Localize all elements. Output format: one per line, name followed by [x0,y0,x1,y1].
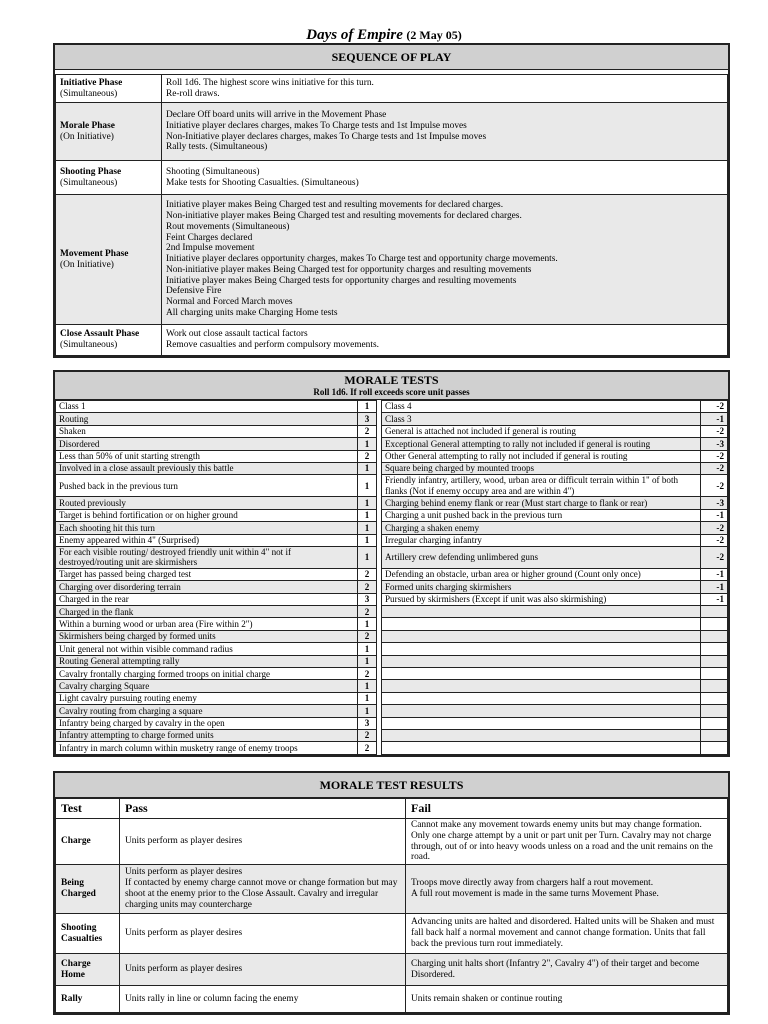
modifier-value [701,692,728,704]
result-fail: Charging unit halts short (Infantry 2", Cavalry 4") of their target and become Disordered. [406,954,728,986]
morale-test-row [56,742,728,754]
modifier-label [382,680,701,692]
phase-step: Normal and Forced March moves [166,297,293,308]
result-fail: Cannot make any movement towards enemy units but may change formation. Only one charge attempt by a unit or part unit per Turn. Cavalry may not charge through, out of or into heavy woods unless on a road and the unit remains on the road. [406,819,728,865]
morale-test-row [56,618,728,630]
morale-tests-header [55,372,728,400]
result-fail: Advancing units are halted and disordered. Halted units will be Shaken and must fall back half a normal movement and cannot change formation. Units that fall back the previous turn rout immediately. [406,914,728,954]
modifier-value [701,705,728,717]
phase-mode: (On Initiative) [60,259,114,270]
morale-results-panel [53,771,730,1015]
morale-tests-panel [53,370,730,757]
result-pass: Units perform as player desires [120,954,406,986]
modifier-value: -2 [701,401,728,413]
modifier-label: Disordered [56,438,358,450]
modifier-label: Class 4 [382,401,701,413]
phase-step: Declare Off board units will arrive in the Movement Phase [166,109,387,120]
modifier-value: 2 [358,729,377,741]
modifier-value [701,643,728,655]
phase-mode: (Simultaneous) [60,340,118,350]
modifier-value [701,717,728,729]
modifier-label: Involved in a close assault previously this battle [56,462,358,474]
phase-step: Initiative player makes Being Charged test and resulting movements for declared charges. [166,200,504,211]
modifier-value: -3 [701,497,728,509]
phase-step: Feint Charges declared [166,232,253,243]
phase-name: Movement Phase [60,248,129,259]
modifier-label: Within a burning wood or urban area (Fire within 2") [56,618,358,630]
modifier-label: Defending an obstacle, urban area or higher ground (Count only once) [382,568,701,580]
doc-title: Days of Empire [306,27,403,43]
result-row [56,865,728,914]
morale-test-row [56,462,728,474]
phase-step: Rout movements (Simultaneous) [166,221,290,232]
phase-step: Work out close assault tactical factors [166,329,308,340]
phase-mode: (Simultaneous) [60,177,118,188]
modifier-value [701,680,728,692]
sequence-of-play-panel [53,43,730,358]
result-test: Rally [56,986,120,1013]
modifier-value: -1 [701,509,728,521]
modifier-label: Routing General attempting rally [56,655,358,667]
phase-row [56,75,728,103]
morale-test-row [56,717,728,729]
phase-name-cell [56,325,162,356]
modifier-label: Class 3 [382,413,701,425]
modifier-label: Skirmishers being charged by formed units [56,630,358,642]
modifier-label [382,668,701,680]
morale-test-row [56,593,728,605]
morale-test-row [56,643,728,655]
sequence-table [55,74,728,356]
modifier-value: 3 [358,413,377,425]
modifier-value: 2 [358,568,377,580]
result-test: Charge [56,819,120,865]
modifier-label: Light cavalry pursuing routing enemy [56,692,358,704]
modifier-label: Infantry attempting to charge formed units [56,729,358,741]
morale-tests-heading: MORALE TESTS [344,373,439,387]
modifier-value: -2 [701,450,728,462]
morale-test-row [56,568,728,580]
phase-name-cell [56,103,162,161]
modifier-label: Irregular charging infantry [382,534,701,546]
modifier-label: Charged in the rear [56,593,358,605]
modifier-value: 3 [358,717,377,729]
phase-name-cell [56,75,162,103]
phase-steps-cell [162,161,728,195]
phase-name-cell [56,195,162,325]
modifier-label: Class 1 [56,401,358,413]
modifier-label: Friendly infantry, artillery, wood, urban area or difficult terrain within 1" of both flanks (Not if enemy occupy area and are within 4") [382,475,701,497]
col-fail: Fail [406,799,728,819]
modifier-value: 1 [358,475,377,497]
modifier-label [382,729,701,741]
phase-row [56,195,728,325]
phase-step: All charging units make Charging Home tests [166,308,338,319]
modifier-value: 1 [358,401,377,413]
result-row [56,819,728,865]
morale-tests-table [55,400,728,755]
modifier-label: Charging behind enemy flank or rear (Must start charge to flank or rear) [382,497,701,509]
morale-test-row [56,475,728,497]
modifier-value: 1 [358,705,377,717]
modifier-value: 1 [358,680,377,692]
phase-row [56,103,728,161]
morale-test-row [56,413,728,425]
modifier-value: 1 [358,618,377,630]
result-row [56,914,728,954]
modifier-label: General is attached not included if general is routing [382,425,701,437]
modifier-value: 1 [358,462,377,474]
modifier-label: Pushed back in the previous turn [56,475,358,497]
modifier-value: -3 [701,438,728,450]
phase-steps-cell [162,75,728,103]
morale-test-row [56,705,728,717]
phase-step: Shooting (Simultaneous) [166,166,260,177]
phase-step: Rally tests. (Simultaneous) [166,142,268,153]
modifier-label: Charging over disordering terrain [56,581,358,593]
phase-step: Re-roll draws. [166,88,220,99]
modifier-value: -2 [701,425,728,437]
phase-name: Morale Phase [60,120,115,131]
modifier-value: -1 [701,593,728,605]
col-test: Test [56,799,120,819]
modifier-label: Routing [56,413,358,425]
modifier-label [382,643,701,655]
modifier-value: 2 [358,742,377,754]
modifier-label: Charged in the flank [56,606,358,618]
phase-step: Defensive Fire [166,286,222,297]
morale-test-row [56,497,728,509]
modifier-value: 1 [358,692,377,704]
modifier-label: Less than 50% of unit starting strength [56,450,358,462]
modifier-value: 1 [358,497,377,509]
result-pass: Units perform as player desires [120,914,406,954]
modifier-label: Charging a shaken enemy [382,522,701,534]
modifier-label [382,705,701,717]
modifier-value: 1 [358,438,377,450]
modifier-value: 1 [358,534,377,546]
modifier-label: Routed previously [56,497,358,509]
modifier-value: 1 [358,655,377,667]
result-fail: Troops move directly away from chargers half a rout movement. A full rout movement is made in the same turns Movement Phase. [406,865,728,914]
phase-mode: (Simultaneous) [60,88,118,99]
modifier-label: Other General attempting to rally not included if general is routing [382,450,701,462]
phase-mode: (On Initiative) [60,131,114,142]
phase-name: Close Assault Phase [60,329,140,340]
result-pass: Units rally in line or column facing the enemy [120,986,406,1013]
morale-tests-subheading: Roll 1d6. If roll exceeds score unit passes [313,387,470,397]
modifier-value: -1 [701,568,728,580]
modifier-label: Target has passed being charged test [56,568,358,580]
phase-step: Make tests for Shooting Casualties. (Simultaneous) [166,177,359,188]
phase-name: Initiative Phase [60,77,123,88]
phase-steps-cell [162,195,728,325]
modifier-value [701,742,728,754]
modifier-value: -1 [701,413,728,425]
modifier-label [382,717,701,729]
modifier-label: Square being charged by mounted troops [382,462,701,474]
modifier-value: -1 [701,581,728,593]
result-test: Charge Home [56,954,120,986]
modifier-value: -2 [701,546,728,568]
modifier-label [382,655,701,667]
modifier-label: Infantry in march column within musketry range of enemy troops [56,742,358,754]
modifier-label: Cavalry frontally charging formed troops on initial charge [56,668,358,680]
phase-step: Non-Initiative player declares charges, makes To Charge tests and 1st Impulse moves [166,131,487,142]
result-test: Shooting Casualties [56,914,120,954]
morale-test-row [56,450,728,462]
modifier-value: 1 [358,522,377,534]
result-row [56,954,728,986]
modifier-value: 3 [358,593,377,605]
modifier-label: Cavalry charging Square [56,680,358,692]
modifier-value: 1 [358,546,377,568]
modifier-label: Each shooting hit this turn [56,522,358,534]
modifier-label: Charging a unit pushed back in the previous turn [382,509,701,521]
modifier-value: -2 [701,522,728,534]
morale-test-row [56,546,728,568]
phase-steps-cell [162,103,728,161]
modifier-label: Target is behind fortification or on higher ground [56,509,358,521]
modifier-value: 2 [358,630,377,642]
modifier-value: 2 [358,668,377,680]
modifier-label: Infantry being charged by cavalry in the open [56,717,358,729]
result-fail: Units remain shaken or continue routing [406,986,728,1013]
modifier-value [701,606,728,618]
modifier-value [701,729,728,741]
morale-test-row [56,522,728,534]
modifier-label: Enemy appeared within 4" (Surprised) [56,534,358,546]
modifier-label [382,742,701,754]
morale-test-row [56,655,728,667]
modifier-value: 1 [358,643,377,655]
modifier-label: Formed units charging skirmishers [382,581,701,593]
modifier-label: Exceptional General attempting to rally not included if general is routing [382,438,701,450]
result-row [56,986,728,1013]
result-pass: Units perform as player desires [120,819,406,865]
modifier-value: 2 [358,606,377,618]
results-table [55,798,728,1013]
modifier-value: 2 [358,425,377,437]
phase-step: Non-initiative player makes Being Charged test for opportunity charges and resulting movements [166,264,532,275]
morale-test-row [56,581,728,593]
morale-test-row [56,680,728,692]
modifier-value: -2 [701,475,728,497]
morale-test-row [56,425,728,437]
modifier-label: Pursued by skirmishers (Except if unit was also skirmishing) [382,593,701,605]
phase-row [56,161,728,195]
morale-test-row [56,401,728,413]
morale-test-row [56,606,728,618]
doc-date: (2 May 05) [406,28,462,42]
modifier-value: 2 [358,581,377,593]
modifier-value: -2 [701,534,728,546]
modifier-label [382,618,701,630]
phase-steps-cell [162,325,728,356]
morale-test-row [56,630,728,642]
morale-test-row [56,534,728,546]
result-pass: Units perform as player desires If contacted by enemy charge cannot move or change formation but may shoot at the enemy prior to the Close Assault. Cavalry and irregular charging units may countercharge [120,865,406,914]
sequence-heading: SEQUENCE OF PLAY [55,45,728,70]
modifier-value: -2 [701,462,728,474]
modifier-label: Artillery crew defending unlimbered guns [382,546,701,568]
modifier-label: Shaken [56,425,358,437]
phase-step: 2nd Impulse movement [166,243,255,254]
modifier-label: Cavalry routing from charging a square [56,705,358,717]
modifier-label [382,692,701,704]
modifier-value: 2 [358,450,377,462]
modifier-value: 1 [358,509,377,521]
results-heading: MORALE TEST RESULTS [55,773,728,798]
modifier-label: Unit general not within visible command radius [56,643,358,655]
morale-test-row [56,692,728,704]
morale-test-row [56,729,728,741]
phase-name: Shooting Phase [60,166,122,177]
modifier-label: For each visible routing/ destroyed friendly unit within 4" not if destroyed/routing unit are skirmishers [56,546,358,568]
phase-step: Initiative player makes Being Charged tests for opportunity charges and resulting movements [166,275,517,286]
modifier-value [701,655,728,667]
phase-step: Initiative player declares charges, makes To Charge tests and 1st Impulse moves [166,120,467,131]
phase-step: Initiative player declares opportunity charges, makes To Charge test and opportunity charge movements. [166,254,558,265]
morale-test-row [56,438,728,450]
result-test: Being Charged [56,865,120,914]
phase-step: Remove casualties and perform compulsory movements. [166,340,379,350]
document-title [0,27,768,44]
modifier-label [382,630,701,642]
phase-name-cell [56,161,162,195]
modifier-value [701,630,728,642]
modifier-value [701,618,728,630]
phase-step: Roll 1d6. The highest score wins initiative for this turn. [166,77,374,88]
phase-step: Non-initiative player makes Being Charged test and resulting movements for declared charges. [166,210,522,221]
morale-test-row [56,509,728,521]
modifier-value [701,668,728,680]
col-pass: Pass [120,799,406,819]
morale-test-row [56,668,728,680]
results-header-row [56,799,728,819]
modifier-label [382,606,701,618]
phase-row [56,325,728,356]
